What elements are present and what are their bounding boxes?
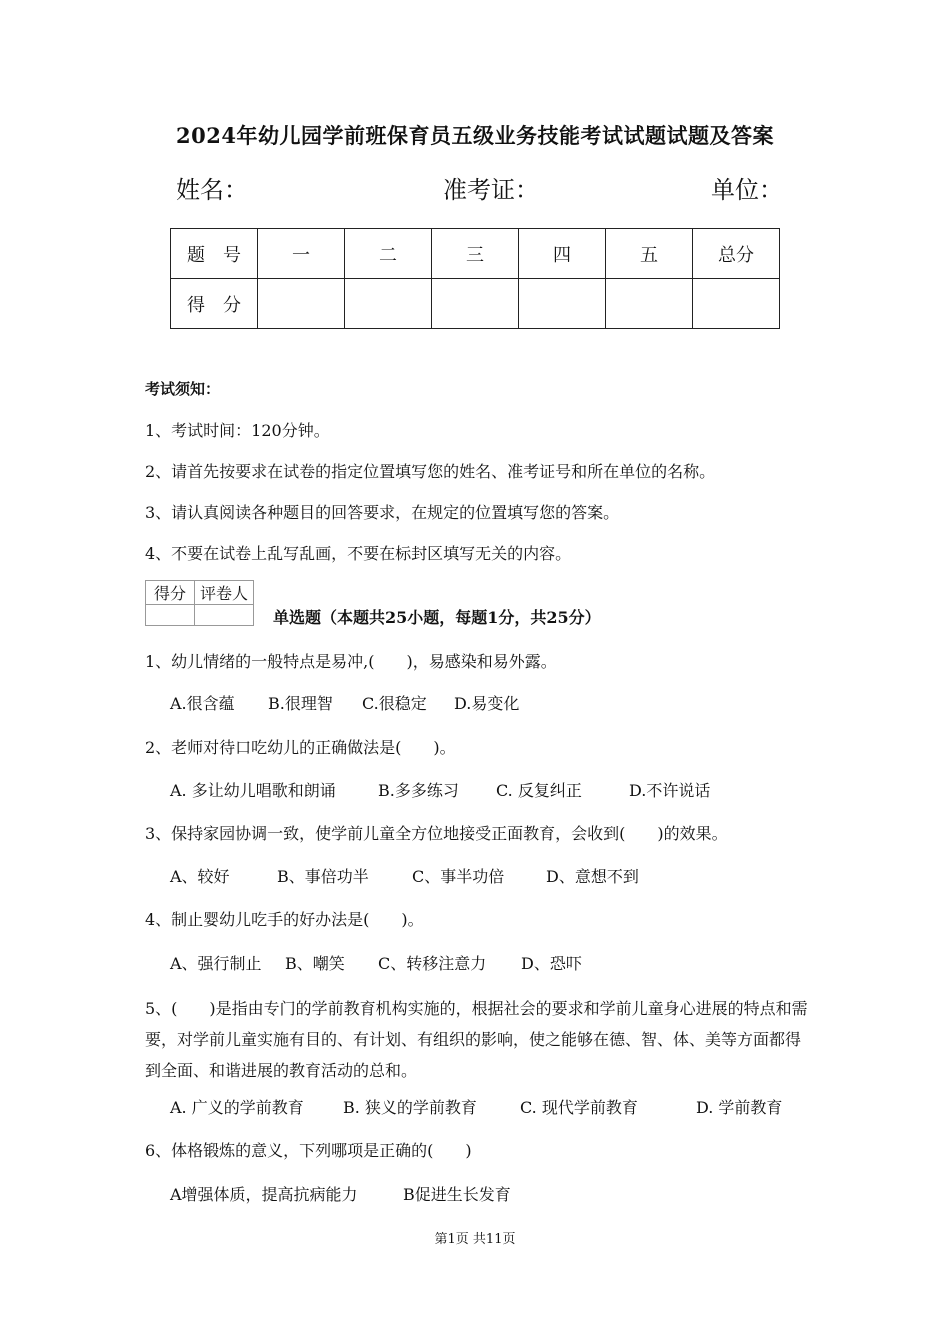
score-cell-label: 题 号 (171, 229, 258, 279)
question-stem: 1、幼儿情绪的一般特点是易冲,( )，易感染和易外露。 (145, 652, 557, 671)
question-stem: 6、体格锻炼的意义，下列哪项是正确的( ) (145, 1141, 472, 1160)
option[interactable]: D.不许说话 (629, 781, 711, 800)
score-input-4[interactable] (519, 279, 606, 329)
score-input-3[interactable] (432, 279, 519, 329)
score-table-score-row (171, 279, 780, 329)
unit-field-label: 单位： (711, 176, 783, 204)
notice-item: 4、不要在试卷上乱写乱画，不要在标封区填写无关的内容。 (145, 544, 572, 563)
grader-name-label: 评卷人 (195, 581, 254, 605)
question-options (170, 691, 519, 714)
score-input-1[interactable] (258, 279, 345, 329)
score-input-5[interactable] (606, 279, 693, 329)
score-table (170, 228, 780, 329)
score-cell-4: 四 (519, 229, 606, 279)
grader-box (145, 580, 254, 626)
score-input-2[interactable] (345, 279, 432, 329)
option[interactable]: A. 广义的学前教育 (170, 1098, 304, 1117)
name-field-label: 姓名： (176, 176, 248, 204)
score-input-total[interactable] (693, 279, 780, 329)
question-options (170, 1182, 511, 1205)
option[interactable]: B.很理智 (268, 694, 333, 713)
score-cell-5: 五 (606, 229, 693, 279)
option[interactable]: D.易变化 (454, 694, 520, 713)
option[interactable]: B、事倍功半 (277, 867, 369, 886)
option[interactable]: C. 反复纠正 (496, 781, 582, 800)
page-footer: 第1页 共11页 (434, 1232, 516, 1247)
option[interactable]: A、强行制止 (170, 954, 262, 973)
option[interactable]: C、转移注意力 (378, 954, 487, 973)
grader-name-field[interactable] (195, 605, 254, 626)
option[interactable]: A、较好 (170, 867, 230, 886)
question-stem: 5、( )是指由专门的学前教育机构实施的，根据社会的要求和学前儿童身心进展的特点和需要，对学前儿童实施有目的、有计划、有组织的影响，使之能够在德、智、体、美等方面都得到全面、和谐进展的教育活动的总和。 (145, 999, 808, 1080)
option[interactable]: C、事半功倍 (412, 867, 505, 886)
option[interactable]: A增强体质，提高抗病能力 (170, 1185, 358, 1204)
option[interactable]: D、恐吓 (521, 954, 582, 973)
option[interactable]: B、嘲笑 (285, 954, 345, 973)
notice-item: 3、请认真阅读各种题目的回答要求，在规定的位置填写您的答案。 (145, 503, 620, 522)
score-cell-3: 三 (432, 229, 519, 279)
score-cell-2: 二 (345, 229, 432, 279)
option[interactable]: B. 狭义的学前教育 (343, 1098, 477, 1117)
question-stem: 3、保持家园协调一致，使学前儿童全方位地接受正面教育，会收到( )的效果。 (145, 824, 728, 843)
option[interactable]: A.很含蕴 (170, 694, 235, 713)
notice-title: 考试须知： (145, 380, 221, 398)
question-stem: 2、老师对待口吃幼儿的正确做法是( )。 (145, 738, 456, 757)
grader-score-label: 得分 (146, 581, 195, 605)
score-table-header-row (171, 229, 780, 279)
notice-item: 2、请首先按要求在试卷的指定位置填写您的姓名、准考证号和所在单位的名称。 (145, 462, 716, 481)
question-options (170, 864, 639, 887)
exam-id-field-label: 准考证： (443, 176, 539, 204)
option[interactable]: A. 多让幼儿唱歌和朗诵 (170, 781, 336, 800)
section-title: 单选题（本题共25小题，每题1分，共25分） (273, 608, 601, 627)
question-options (170, 1095, 782, 1118)
option[interactable]: D、意想不到 (546, 867, 639, 886)
score-cell-total: 总分 (693, 229, 780, 279)
option[interactable]: B促进生长发育 (403, 1185, 511, 1204)
option[interactable]: C.很稳定 (362, 694, 427, 713)
notice-item: 1、考试时间：120分钟。 (145, 421, 330, 440)
question-stem: 4、制止婴幼儿吃手的好办法是( )。 (145, 910, 424, 929)
option[interactable]: D. 学前教育 (696, 1098, 783, 1117)
score-row-label: 得 分 (171, 279, 258, 329)
document-title: 2024年幼儿园学前班保育员五级业务技能考试试题试题及答案 (176, 123, 774, 148)
question-options (170, 951, 582, 974)
option[interactable]: B.多多练习 (378, 781, 459, 800)
question-options (170, 778, 710, 801)
grader-score-field[interactable] (146, 605, 195, 626)
score-cell-1: 一 (258, 229, 345, 279)
option[interactable]: C. 现代学前教育 (520, 1098, 638, 1117)
